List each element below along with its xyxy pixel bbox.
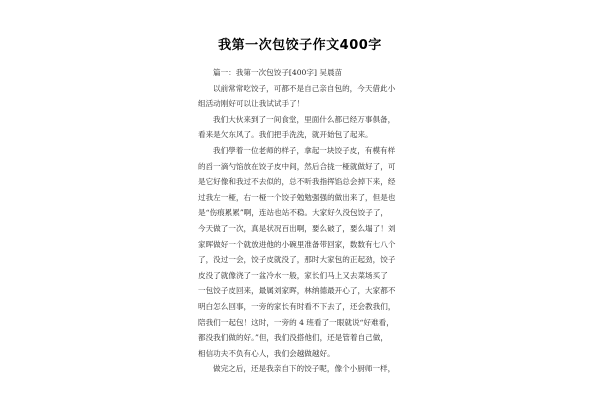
paragraph-line: 以前常常吃饺子，可都不是自己亲自包的，今天借此小: [213, 83, 396, 93]
paragraph-line: 组活动刚好可以让我试试手了！: [198, 99, 305, 109]
paragraph-line: 明白怎么回事，一旁的家长有时看不下去了，还会教我们，: [198, 301, 396, 311]
paragraph-line: 看来是欠东风了。我们把手洗洗，就开始包了起来。: [198, 130, 373, 140]
paragraph-line: 是它好像和我过不去似的，总不听我指挥馅总会掉下来，经: [198, 177, 396, 187]
paragraph-line: 皮没了就像浇了一盆冷水一般，家长们马上又去菜场买了: [198, 270, 388, 280]
article-body: [198, 65, 408, 377]
paragraph-line: 过我左一桠，右一桠一个饺子勉勉强强的做出来了，但是也: [198, 192, 396, 202]
paragraph-line: 一包饺子皮回来，最属刘家晖，林纳德最开心了，大家都不: [198, 286, 396, 296]
paragraph-line: 陪我们一起包！这时，一旁的 4 班看了一眼就说“好难看，: [198, 317, 394, 327]
article-heading-line: 篇一：我第一次包饺子[400字] 吴晨苗: [213, 68, 343, 77]
paragraph-line: 家晖做好一个就放进他的小碗里准备带回家，数数有七八个: [198, 239, 396, 249]
paragraph-line: 相信功夫不负有心人，我们会越做越好。: [198, 348, 335, 358]
paragraph-line: 今天做了一次，真是状况百出啊，要么破了，要么塌了！刘: [198, 223, 396, 233]
paragraph-line: 做完之后，还是我亲自下的饺子呢，像个小厨师一样，: [213, 364, 396, 374]
paragraph-line: 的舀一滴勺馅放在饺子皮中间，然后合拢一桠就做好了，可: [198, 161, 396, 171]
paragraph-line: 我们學着一位老师的样子，拿起一块饺子皮，有模有样: [213, 145, 396, 155]
paragraph-line: 了，没过一会，饺子皮就没了，那时大家包的正起劲，饺子: [198, 255, 396, 265]
page-title: 我第一次包饺子作文400字: [218, 38, 382, 53]
paragraph-line: 都没我们做的好。”但，我们没搭他们，还是管着自己做，: [198, 333, 388, 343]
paragraph-line: 是“伤痕累累”啊，连站也站不稳。大家好久没包饺子了，: [198, 208, 389, 218]
paragraph-line: 我们大伙来到了一间食堂，里面什么都已经万事俱备，: [213, 114, 396, 124]
